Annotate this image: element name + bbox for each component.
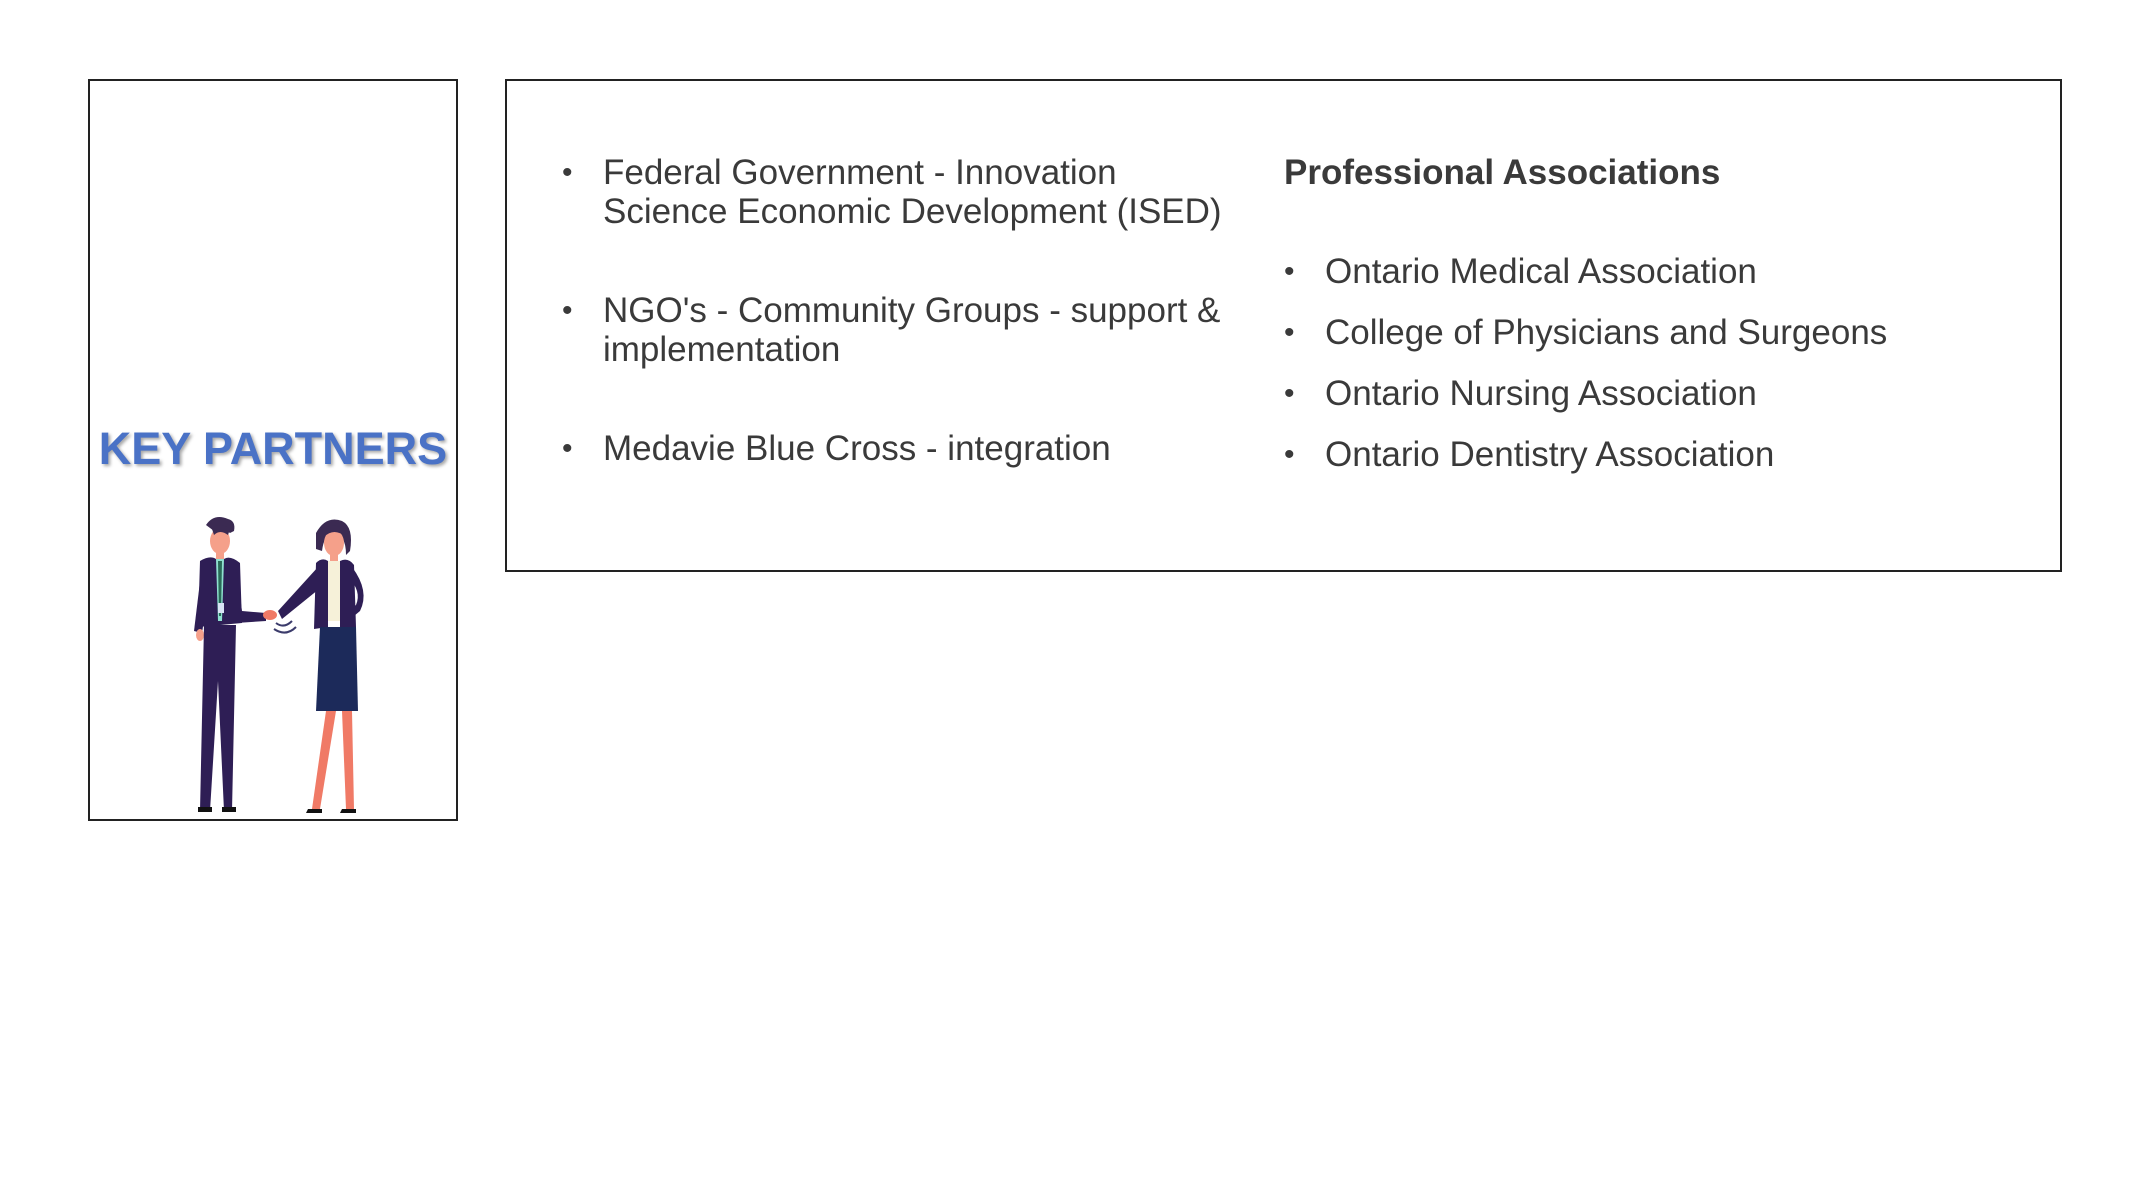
list-item: • Ontario Medical Association <box>1284 252 2024 291</box>
partners-card <box>505 79 2062 572</box>
partners-list <box>562 153 1242 468</box>
list-item: • Medavie Blue Cross - integration <box>562 429 1242 468</box>
associations-heading: Professional Associations <box>1284 153 1721 192</box>
card-title: KEY PARTNERS <box>98 423 448 474</box>
key-partners-card <box>88 79 458 821</box>
list-item: • NGO's - Community Groups - support & implementation <box>562 291 1242 369</box>
associations-list <box>1284 252 2024 474</box>
list-item: • College of Physicians and Surgeons <box>1284 313 2024 352</box>
list-item: • Ontario Dentistry Association <box>1284 435 2024 474</box>
partners-column <box>562 153 1242 468</box>
handshake-illustration <box>170 511 390 821</box>
associations-column <box>1284 153 2024 474</box>
list-item: • Ontario Nursing Association <box>1284 374 2024 413</box>
list-item: • Federal Government - Innovation Science Economic Development (ISED) <box>562 153 1242 231</box>
